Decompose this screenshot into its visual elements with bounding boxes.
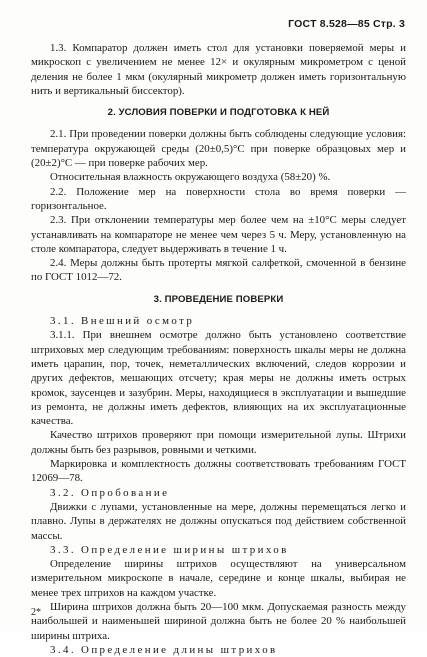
subheading-3-3: 3.3. Определение ширины штрихов bbox=[50, 543, 289, 556]
paragraph-2-1: 2.1. При проведении поверки должны быть соблюдены следующие условия: температура окружающей среды (20±0,5)°С при поверке образцовых мер и (20±2)°С — при поверке рабочих мер. bbox=[31, 128, 406, 170]
paragraph-width-limits: Ширина штрихов должна быть 20—100 мкм. Допускаемая разность между наибольшей и наименьшей шириной должна быть не более 20 % наибольшей ширины штриха. bbox=[31, 600, 406, 642]
subheading-3-1: 3.1. Внешний осмотр bbox=[50, 315, 195, 328]
paragraph-stroke-quality: Качество штрихов проверяют при помощи измерительной лупы. Штрихи должны быть без разрывов, ровными и четкими. bbox=[31, 429, 406, 456]
paragraph-2-2: 2.2. Положение мер на поверхности стола во время поверки — горизонтальное. bbox=[31, 185, 406, 212]
section-heading-2: 2. УСЛОВИЯ ПОВЕРКИ И ПОДГОТОВКА К НЕЙ bbox=[107, 107, 330, 119]
page-header: ГОСТ 8.528—85 Стр. 3 bbox=[288, 18, 405, 30]
paragraph-1-3: 1.3. Компаратор должен иметь стол для установки поверяемой меры и микроскоп с увеличением не менее 12× и окулярным микрометром с ценой деления не более 1 мкм (окулярный микрометр должен иметь горизонтальную нить и вертикальный биссектор). bbox=[31, 42, 406, 97]
page-signature: 2* bbox=[31, 607, 41, 618]
document-body bbox=[31, 41, 406, 657]
subheading-3-4: 3.4. Определение длины штрихов bbox=[50, 643, 278, 656]
paragraph-2-3: 2.3. При отклонении температуры мер более чем на ±10°С меры следует устанавливать на компараторе не менее чем через 5 ч. Меру, установленную на столе компаратора, следует выдерживать в течение 1 ч. bbox=[31, 214, 406, 255]
paragraph-sliders: Движки с лупами, установленные на мере, должны перемещаться легко и плавно. Лупы в держателях не должны опускаться под действием собственной массы. bbox=[31, 500, 406, 542]
paragraph-3-1-1: 3.1.1. При внешнем осмотре должно быть установлено соответствие штриховых мер следующим требованиям: поверхность шкалы меры не должна иметь царапин, пор, точек, неметаллических включений, следов коррозии и других дефектов, мешающих отсчету; края меры не должны иметь острых кромок, заусенцев и зазубрин. Меры, находящиеся в эксплуатации и вышедшие из ремонта, не должны иметь дефектов, влияющих на их эксплуатационные качества. bbox=[31, 329, 406, 428]
paragraph-2-4: 2.4. Меры должны быть протерты мягкой салфеткой, смоченной в бензине по ГОСТ 1012—72. bbox=[31, 257, 406, 284]
paragraph-marking: Маркировка и комплектность должны соответствовать требованиям ГОСТ 12069—78. bbox=[31, 458, 406, 485]
paragraph-humidity: Относительная влажность окружающего воздуха (58±20) %. bbox=[50, 171, 331, 184]
paragraph-width-method: Определение ширины штрихов осуществляют на универсальном измерительном микроскопе в начале, середине и конце шкалы, выбирая не менее трех штрихов на каждом участке. bbox=[31, 558, 406, 599]
subheading-3-2: 3.2. Опробование bbox=[50, 486, 170, 499]
section-heading-3: 3. ПРОВЕДЕНИЕ ПОВЕРКИ bbox=[153, 293, 284, 305]
